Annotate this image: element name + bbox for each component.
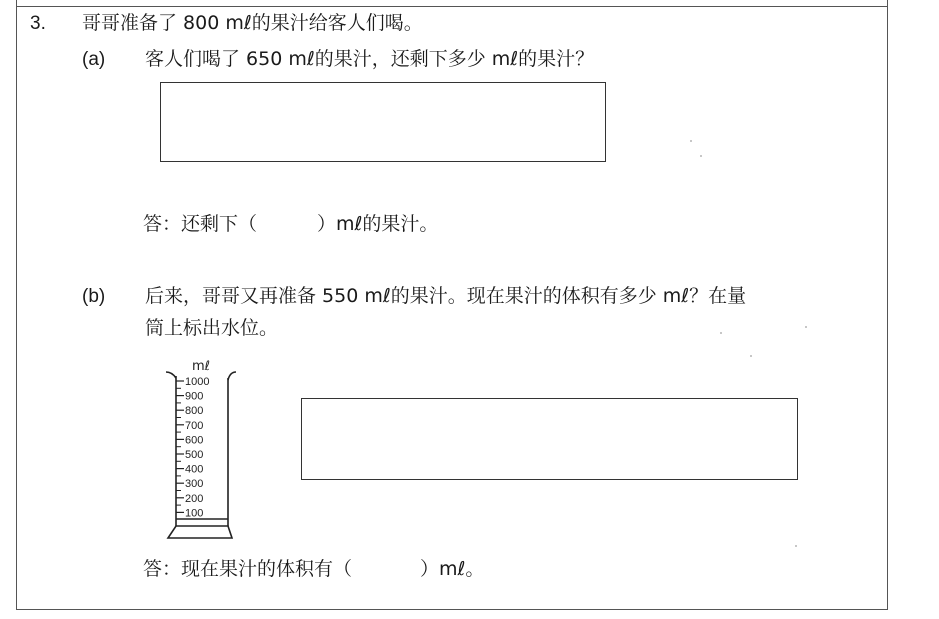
part-b-question-line1: 后来，哥哥又再准备 550 mℓ的果汁。现在果汁的体积有多少 mℓ？在量 bbox=[145, 285, 747, 307]
part-a-answer-suffix: ）mℓ的果汁。 bbox=[317, 213, 439, 235]
part-b-answer-prefix: 答：现在果汁的体积有（ bbox=[143, 558, 353, 580]
part-a-label: (a) bbox=[82, 49, 106, 70]
cylinder-tick-label: 100 bbox=[185, 507, 204, 520]
cylinder-tick-label: 800 bbox=[185, 405, 204, 418]
cylinder-tick-label: 400 bbox=[185, 463, 204, 476]
part-a-answer-prefix: 答：还剩下（ bbox=[143, 213, 258, 235]
cylinder-tick-label: 300 bbox=[185, 478, 204, 491]
measuring-cylinder[interactable] bbox=[160, 354, 240, 540]
cylinder-tick-label: 900 bbox=[185, 390, 204, 403]
scan-speck bbox=[795, 545, 797, 547]
scan-speck bbox=[805, 326, 807, 328]
part-b-working-box[interactable] bbox=[301, 398, 798, 480]
cylinder-tick-label: 200 bbox=[185, 492, 204, 505]
part-b-answer-suffix: ）mℓ。 bbox=[420, 558, 485, 580]
question-stem: 哥哥准备了 800 mℓ的果汁给客人们喝。 bbox=[82, 12, 423, 34]
cylinder-ticks bbox=[176, 376, 209, 519]
cylinder-unit-label: mℓ bbox=[192, 359, 211, 374]
scan-speck bbox=[720, 332, 722, 334]
scan-speck bbox=[700, 155, 702, 157]
scan-speck bbox=[750, 355, 752, 357]
part-a-answer-line bbox=[143, 215, 438, 234]
part-b-label: (b) bbox=[82, 286, 106, 307]
part-b-question-line2: 筒上标出水位。 bbox=[145, 317, 279, 339]
cylinder-tick-label: 1000 bbox=[185, 376, 210, 388]
part-a-working-box[interactable] bbox=[160, 82, 606, 162]
cylinder-tick-label: 500 bbox=[185, 449, 204, 461]
part-b-answer-line bbox=[143, 560, 484, 579]
part-a-question: 客人们喝了 650 mℓ的果汁，还剩下多少 mℓ的果汁？ bbox=[145, 48, 595, 70]
scan-speck bbox=[690, 140, 692, 142]
question-number: 3. bbox=[30, 13, 46, 34]
cylinder-tick-label: 700 bbox=[185, 419, 204, 432]
cylinder-tick-label: 600 bbox=[185, 434, 204, 447]
